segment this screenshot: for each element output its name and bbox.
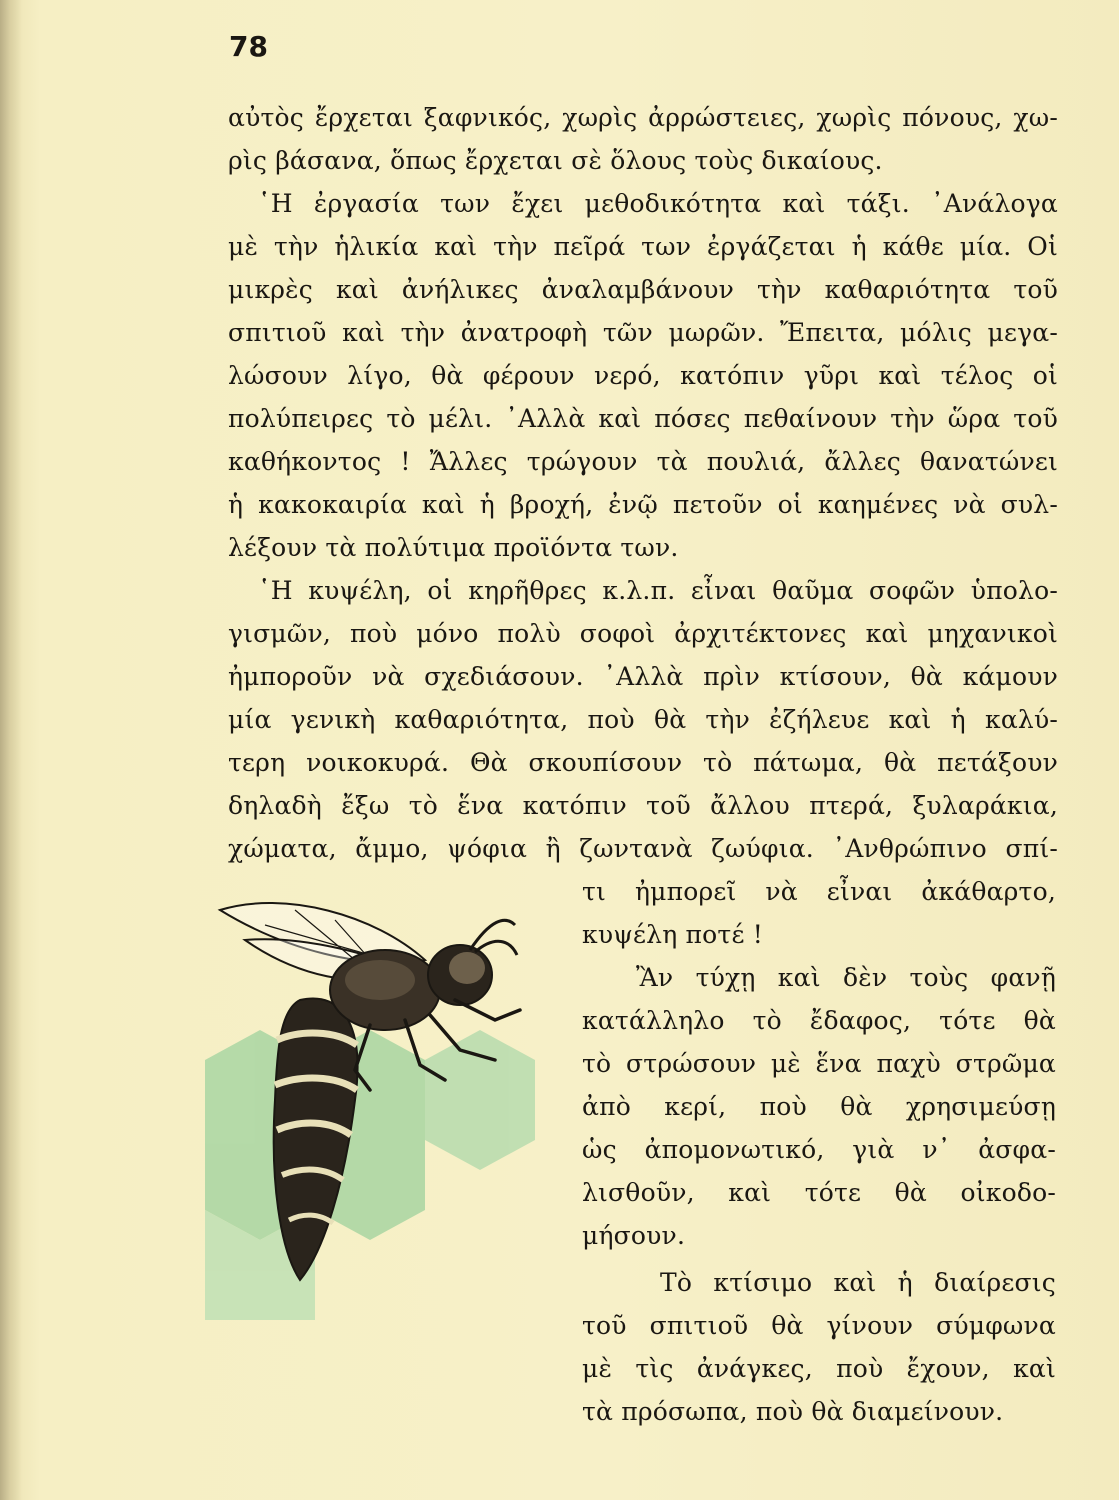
bee-antenna-shape (470, 920, 517, 955)
text-line: κατάλληλο τὸ ἔδαφος, τότε θὰ (582, 1006, 1056, 1035)
honeycomb-shape (205, 1030, 535, 1320)
text-line: αὐτὸς ἔρχεται ξαφνικός, χωρὶς ἀρρώστειες, χωρὶς πόνους, χω- (228, 103, 1058, 132)
text-line: τι ἠμπορεῖ νὰ εἶναι ἀκάθαρτο, (582, 877, 1056, 906)
text-line: τερη νοικοκυρά. Θὰ σκουπίσουν τὸ πάτωμα, θὰ πετάξουν (228, 748, 1058, 777)
text-line: πολύπειρες τὸ μέλι. ᾿Αλλὰ καὶ πόσες πεθαίνουν τὴν ὥρα τοῦ (228, 404, 1058, 433)
text-line: ἠμποροῦν νὰ σχεδιάσουν. ᾿Αλλὰ πρὶν κτίσουν, θὰ κάμουν (228, 662, 1058, 691)
paragraph-start-line: ῾Η ἐργασία των ἔχει μεθοδικότητα καὶ τάξι. ᾿Ανάλογα (258, 189, 1058, 218)
text-line: ὡς ἀπομονωτικό, γιὰ ν᾿ ἀσφα- (582, 1135, 1056, 1164)
bee-illustration (205, 880, 565, 1320)
text-line: τὸ στρώσουν μὲ ἕνα παχὺ στρῶμα (582, 1049, 1056, 1078)
text-line: μὲ τὶς ἀνάγκες, ποὺ ἔχουν, καὶ (582, 1354, 1056, 1383)
bee-abdomen-shape (274, 998, 358, 1280)
text-line: λώσουν λίγο, θὰ φέρουν νερό, κατόπιν γῦρι καὶ τέλος οἱ (228, 361, 1058, 390)
text-line: μία γενικὴ καθαριότητα, ποὺ θὰ τὴν ἐζήλευε καὶ ἡ καλύ- (228, 705, 1058, 734)
page-binding-shadow (0, 0, 22, 1500)
text-line: μήσουν. (582, 1221, 686, 1250)
text-line: κυψέλη ποτέ ! (582, 920, 764, 949)
text-line: λισθοῦν, καὶ τότε θὰ οἰκοδο- (582, 1178, 1056, 1207)
text-line: δηλαδὴ ἔξω τὸ ἕνα κατόπιν τοῦ ἄλλου πτερά, ξυλαράκια, (228, 791, 1058, 820)
text-line: λέξουν τὰ πολύτιμα προϊόντα των. (228, 533, 679, 562)
text-line: γισμῶν, ποὺ μόνο πολὺ σοφοὶ ἀρχιτέκτονες καὶ μηχανικοὶ (228, 619, 1058, 648)
text-line: τοῦ σπιτιοῦ θὰ γίνουν σύμφωνα (582, 1311, 1056, 1340)
text-line: ρὶς βάσανα, ὅπως ἔρχεται σὲ ὅλους τοὺς δικαίους. (228, 146, 883, 175)
paragraph-start-line: ῾Η κυψέλη, οἱ κηρῆθρες κ.λ.π. εἶναι θαῦμα σοφῶν ὑπολο- (258, 576, 1058, 605)
text-line: τὰ πρόσωπα, ποὺ θὰ διαμείνουν. (582, 1397, 1004, 1426)
text-line: μὲ τὴν ἡλικία καὶ τὴν πεῖρά των ἐργάζεται ἡ κάθε μία. Οἱ (228, 232, 1058, 261)
text-line: χώματα, ἄμμο, ψόφια ἢ ζωντανὰ ζωύφια. ᾿Ανθρώπινο σπί- (228, 834, 1058, 863)
paragraph-start-line: Τὸ κτίσιμο καὶ ἡ διαίρεσις (660, 1268, 1056, 1297)
page-number: 78 (229, 30, 268, 63)
text-line: σπιτιοῦ καὶ τὴν ἀνατροφὴ τῶν μωρῶν. Ἔπειτα, μόλις μεγα- (228, 318, 1058, 347)
text-line: ἡ κακοκαιρία καὶ ἡ βροχή, ἐνῷ πετοῦν οἱ καημένες νὰ συλ- (228, 490, 1058, 519)
text-line: καθήκοντος ! Ἄλλες τρώγουν τὰ πουλιά, ἄλλες θανατώνει (228, 447, 1058, 476)
paragraph-start-line: Ἂν τύχῃ καὶ δὲν τοὺς φανῇ (636, 963, 1056, 992)
text-line: ἀπὸ κερί, ποὺ θὰ χρησιμεύσῃ (582, 1092, 1056, 1121)
text-line: μικρὲς καὶ ἀνήλικες ἀναλαμβάνουν τὴν καθαριότητα τοῦ (228, 275, 1058, 304)
